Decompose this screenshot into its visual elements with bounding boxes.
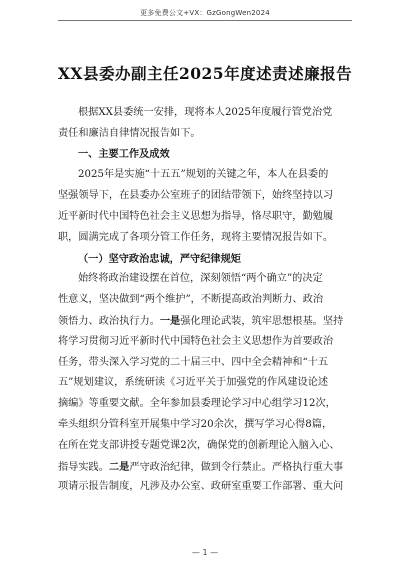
header-divider [58, 20, 352, 21]
body-text-span: 领悟力、政治执行力。 [58, 315, 160, 327]
body-line: 近平新时代中国特色社会主义思想为指导，恪尽职守，勤勉履 [58, 210, 334, 222]
body-line: 坚强领导下，在县委办公室班子的团结带领下，始终坚持以习 [58, 190, 334, 202]
body-line: 2025年是实施“十五五”规划的关键之年，本人在县委的 [78, 169, 329, 181]
body-line: 摘编》等重要文献。全年参加县委理论学习中心组学习12次， [58, 398, 336, 410]
document-body [58, 103, 352, 498]
body-text-span: 指导实践。 [58, 461, 109, 473]
body-line: 性意义，坚决做到“两个维护”，不断提高政治判断力、政治 [58, 294, 324, 306]
body-line: 在所在党支部讲授专题党课2次，确保党的创新理论入脑入心、 [58, 439, 340, 451]
body-text-span: 强化理论武装，筑牢思想根基。坚持 [180, 315, 344, 327]
page-number: — 1 — [191, 548, 219, 557]
body-line [58, 311, 352, 332]
body-line: 职，圆满完成了各项分管工作任务，现将主要情况报告如下。 [58, 231, 334, 243]
body-line: 始终将政治建设摆在首位，深刻领悟“两个确立”的决定 [78, 273, 323, 285]
body-line: 任务，带头深入学习党的二十届三中、四中全会精神和“十五 [58, 356, 329, 368]
body-line: 牵头组织分管科室开展集中学习20余次，撰写学习心得8篇， [58, 418, 333, 430]
body-line: 五”规划建议，系统研读《习近平关于加强党的作风建设论述 [58, 377, 329, 389]
section-heading: 一、主要工作及成效 [78, 148, 170, 160]
body-text-span: 严守政治纪律，做到令行禁止。严格执行重大事 [129, 461, 344, 473]
body-line: 责任和廉洁自律情况报告如下。 [58, 127, 201, 139]
point-label: 二是 [108, 460, 130, 473]
body-line: 根据XX县委统一安排，现将本人2025年度履行管党治党 [78, 107, 333, 118]
body-line [58, 457, 352, 478]
page-title: XX县委办副主任2025年度述责述廉报告 [57, 64, 353, 83]
header-note: 更多免费公文+VX：GzGongWen2024 [140, 9, 270, 17]
point-label: 一是 [159, 314, 181, 327]
subsection-heading: （一）坚守政治忠诚，严守纪律规矩 [78, 252, 241, 265]
body-line: 项请示报告制度，凡涉及办公室、政研室重要工作部署、重大问 [58, 481, 344, 493]
body-line: 将学习贯彻习近平新时代中国特色社会主义思想作为首要政治 [58, 335, 334, 347]
